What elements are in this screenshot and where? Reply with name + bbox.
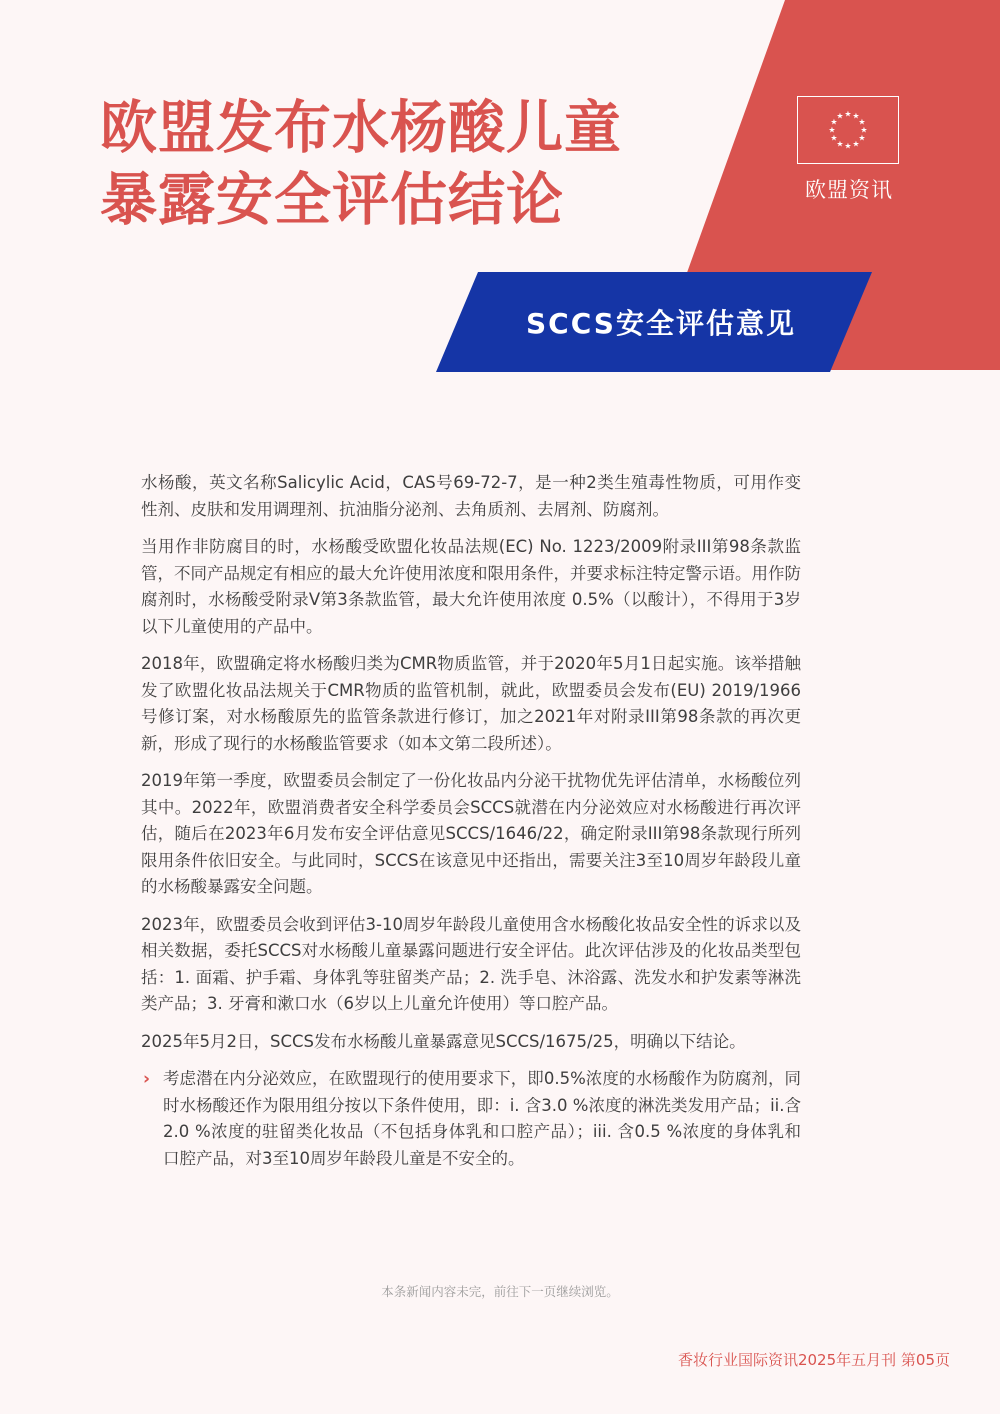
eu-news-label: 欧盟资讯: [805, 178, 893, 202]
svg-text:★: ★: [836, 139, 844, 149]
page-footer: 香妆行业国际资讯2025年五月刊 第05页: [677, 1351, 950, 1369]
svg-text:★: ★: [844, 109, 852, 119]
paragraph-1: 水杨酸，英文名称Salicylic Acid，CAS号69-72-7，是一种2类生殖毒性物质，可用作变性剂、皮肤和发用调理剂、抗油脂分泌剂、去角质剂、去屑剂、防腐剂。: [141, 473, 801, 519]
paragraph-4: 2019年第一季度，欧盟委员会制定了一份化妆品内分泌干扰物优先评估清单，水杨酸位列其中。2022年，欧盟消费者安全科学委员会SCCS就潜在内分泌效应对水杨酸进行再次评估，随后在2023年6月发布安全评估意见SCCS/1646/22，确定附录III第98条款现行所列限用条件依旧安全。与此同时，SCCS在该意见中还指出，需要关注3至10周岁年龄段儿童的水杨酸暴露安全问题。: [141, 771, 801, 896]
paragraph-3: 2018年，欧盟确定将水杨酸归类为CMR物质监管，并于2020年5月1日起实施。该举措触发了欧盟化妆品法规关于CMR物质的监管机制，就此，欧盟委员会发布(EU) 2019/1966 号修订案，对水杨酸原先的监管条款进行修订，加之2021年对附录III第98条款的再次更新，形成了现行的水杨酸监管要求（如本文第二段所述）。: [141, 654, 801, 753]
eu-flag-icon: [797, 96, 899, 164]
svg-text:★: ★: [858, 133, 866, 143]
svg-text:★: ★: [830, 117, 838, 127]
svg-text:★: ★: [858, 117, 866, 127]
svg-text:★: ★: [828, 125, 836, 135]
page-title: [100, 92, 622, 236]
article-body: [141, 470, 801, 1172]
conclusion-text: 考虑潜在内分泌效应，在欧盟现行的使用要求下，即0.5%浓度的水杨酸作为防腐剂，同时水杨酸还作为限用组分按以下条件使用，即：i. 含3.0 %浓度的淋洗类发用产品；ii.含2.0 %浓度的驻留类化妆品（不包括身体乳和口腔产品）；iii. 含0.5 %浓度的身体乳和口腔产品，对3至10周岁年龄段儿童是不安全的。: [163, 1069, 801, 1168]
eu-stars-graphic: [798, 97, 898, 163]
svg-text:★: ★: [852, 111, 860, 121]
title-line-2: 暴露安全评估结论: [100, 167, 564, 233]
banner-heading: SCCS安全评估意见: [526, 307, 796, 340]
svg-text:★: ★: [860, 125, 868, 135]
conclusion-bullet: [141, 1066, 801, 1172]
paragraph-5: 2023年，欧盟委员会收到评估3-10周岁年龄段儿童使用含水杨酸化妆品安全性的诉求以及相关数据，委托SCCS对水杨酸儿童暴露问题进行安全评估。此次评估涉及的化妆品类型包括：1. 面霜、护手霜、身体乳等驻留类产品；2. 洗手皂、沐浴露、洗发水和护发素等淋洗类产品；3. 牙膏和漱口水（6岁以上儿童允许使用）等口腔产品。: [141, 914, 801, 1013]
chevron-right-icon: ›: [143, 1069, 151, 1089]
paragraph-6: 2025年5月2日，SCCS发布水杨酸儿童暴露意见SCCS/1675/25，明确以下结论。: [141, 1031, 746, 1051]
svg-text:★: ★: [830, 133, 838, 143]
svg-text:★: ★: [852, 139, 860, 149]
title-line-1: 欧盟发布水杨酸儿童: [100, 95, 622, 161]
svg-text:★: ★: [836, 111, 844, 121]
paragraph-2: 当用作非防腐目的时，水杨酸受欧盟化妆品法规(EC) No. 1223/2009附录III第98条款监管，不同产品规定有相应的最大允许使用浓度和限用条件，并要求标注特定警示语。用作防腐剂时，水杨酸受附录V第3条款监管，最大允许使用浓度 0.5%（以酸计），不得用于3岁以下儿童使用的产品中。: [141, 537, 801, 636]
svg-text:★: ★: [844, 141, 852, 151]
continue-note: 本条新闻内容未完，前往下一页继续浏览。: [381, 1284, 619, 1299]
